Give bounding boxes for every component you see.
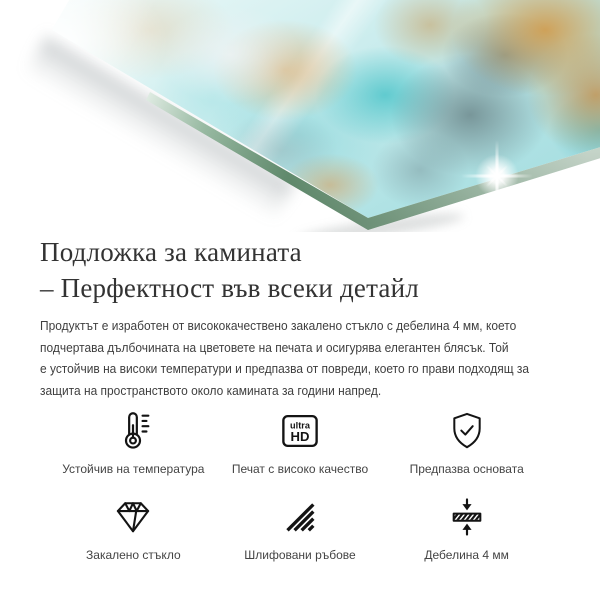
feature-label: Шлифовани ръбове bbox=[244, 547, 356, 562]
description-line: Продуктът е изработен от висококачествено закалено стъкло с дебелина 4 мм, което bbox=[40, 318, 517, 333]
content-section bbox=[0, 234, 600, 562]
feature-polished-edges bbox=[217, 494, 384, 562]
thickness-icon bbox=[447, 497, 487, 537]
feature-label: Закалено стъкло bbox=[86, 547, 181, 562]
shield-check-icon bbox=[446, 410, 488, 452]
feature-tempered-glass bbox=[50, 494, 217, 562]
feature-print-quality bbox=[217, 408, 384, 476]
ultra-hd-icon bbox=[279, 410, 321, 452]
description-line: подчертава дълбочината на цветовете на печата и осигурява елегантен блясък. Той bbox=[40, 339, 509, 355]
svg-text:HD: HD bbox=[290, 428, 310, 444]
thermometer-icon bbox=[110, 408, 156, 454]
description-line: е устойчив на високи температури и предпазва от повреди, което го прави подходящ за bbox=[40, 361, 530, 377]
product-description bbox=[40, 315, 592, 402]
svg-text:ultra: ultra bbox=[290, 420, 310, 431]
description-line: защита на пространството около камината за години напред. bbox=[40, 383, 382, 399]
page-title-line1: Подложка за камината bbox=[40, 237, 302, 267]
diamond-icon bbox=[111, 495, 155, 539]
feature-base-protection bbox=[383, 408, 550, 476]
feature-thickness bbox=[383, 494, 550, 562]
features-grid bbox=[40, 408, 560, 562]
feature-label: Устойчив на температура bbox=[62, 461, 205, 476]
page-title bbox=[40, 234, 560, 306]
product-photo bbox=[0, 0, 600, 232]
feature-temperature bbox=[50, 408, 217, 476]
page-title-line2: – Перфектност във всеки детайл bbox=[40, 273, 419, 303]
feature-label: Дебелина 4 мм bbox=[424, 547, 509, 562]
feature-label: Предпазва основата bbox=[409, 461, 524, 476]
polished-edges-icon bbox=[280, 497, 320, 537]
feature-label: Печат с високо качество bbox=[231, 461, 369, 476]
